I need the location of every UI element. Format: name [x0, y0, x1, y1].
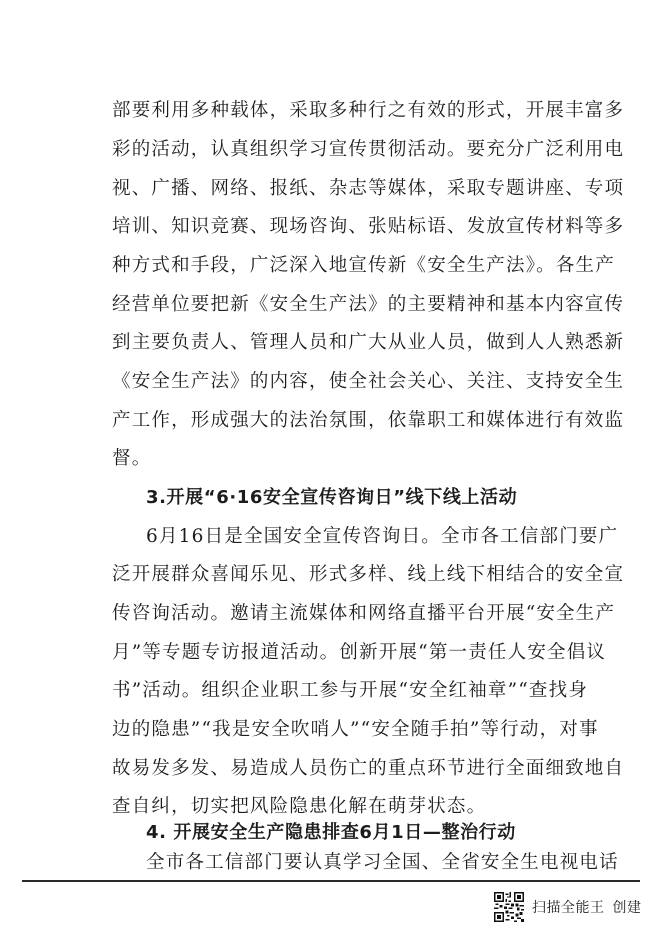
paragraph-line: 月”等专题专访报道活动。创新开展“第一责任人安全倡议 [112, 642, 607, 663]
scanner-watermark [494, 892, 642, 922]
paragraph-line: 到主要负责人、管理人员和广大从业人员，做到人人熟悉新 [112, 332, 625, 353]
paragraph-line: 书”活动。组织企业职工参与开展“安全红袖章”“查找身 [112, 680, 589, 701]
paragraph-line: 产工作，形成强大的法治氛围，依靠职工和媒体进行有效监 [112, 410, 625, 431]
paragraph-line: 传咨询活动。邀请主流媒体和网络直播平台开展“安全生产 [112, 603, 616, 624]
paragraph-line: 培训、知识竞赛、现场咨询、张贴标语、发放宣传材料等多 [112, 216, 625, 237]
paragraph-line: 6月16日是全国安全宣传咨询日。全市各工信部门要广 [146, 526, 619, 547]
paragraph-line: 经营单位要把新《安全生产法》的主要精神和基本内容宣传 [112, 294, 625, 315]
paragraph-line: 边的隐患”“我是安全吹哨人”“安全随手拍”等行动，对事 [112, 719, 599, 740]
paragraph-line: 部要利用多种载体，采取多种行之有效的形式，开展丰富多 [112, 100, 625, 121]
paragraph-line: 视、广播、网络、报纸、杂志等媒体，采取专题讲座、专项 [112, 178, 625, 199]
paragraph-line: 查自纠，切实把风险隐患化解在萌芽状态。 [112, 796, 487, 817]
section-heading-3: 3.开展“6·16安全宣传咨询日”线下线上活动 [146, 487, 518, 508]
paragraph-line: 《安全生产法》的内容，使全社会关心、关注、支持安全生 [112, 371, 625, 392]
page-bottom-rule [22, 880, 640, 882]
qr-code-icon [494, 892, 524, 922]
paragraph-line: 泛开展群众喜闻乐见、形式多样、线上线下相结合的安全宣 [112, 564, 625, 585]
paragraph-line: 彩的活动，认真组织学习宣传贯彻活动。要充分广泛利用电 [112, 139, 625, 160]
section-heading-4: 4. 开展安全生产隐患排查6月1日—整治行动 [146, 822, 516, 843]
scanner-action-label: 创建 [612, 900, 642, 916]
paragraph-line: 督。 [112, 448, 152, 469]
paragraph-line: 故易发多发、易造成人员伤亡的重点环节进行全面细致地自 [112, 758, 625, 779]
paragraph-line: 种方式和手段，广泛深入地宣传新《安全生产法》。各生产 [112, 255, 615, 276]
paragraph-line: 全市各工信部门要认真学习全国、全省安全生电视电话 [146, 852, 619, 873]
scanner-app-name: 扫描全能王 [532, 900, 605, 916]
